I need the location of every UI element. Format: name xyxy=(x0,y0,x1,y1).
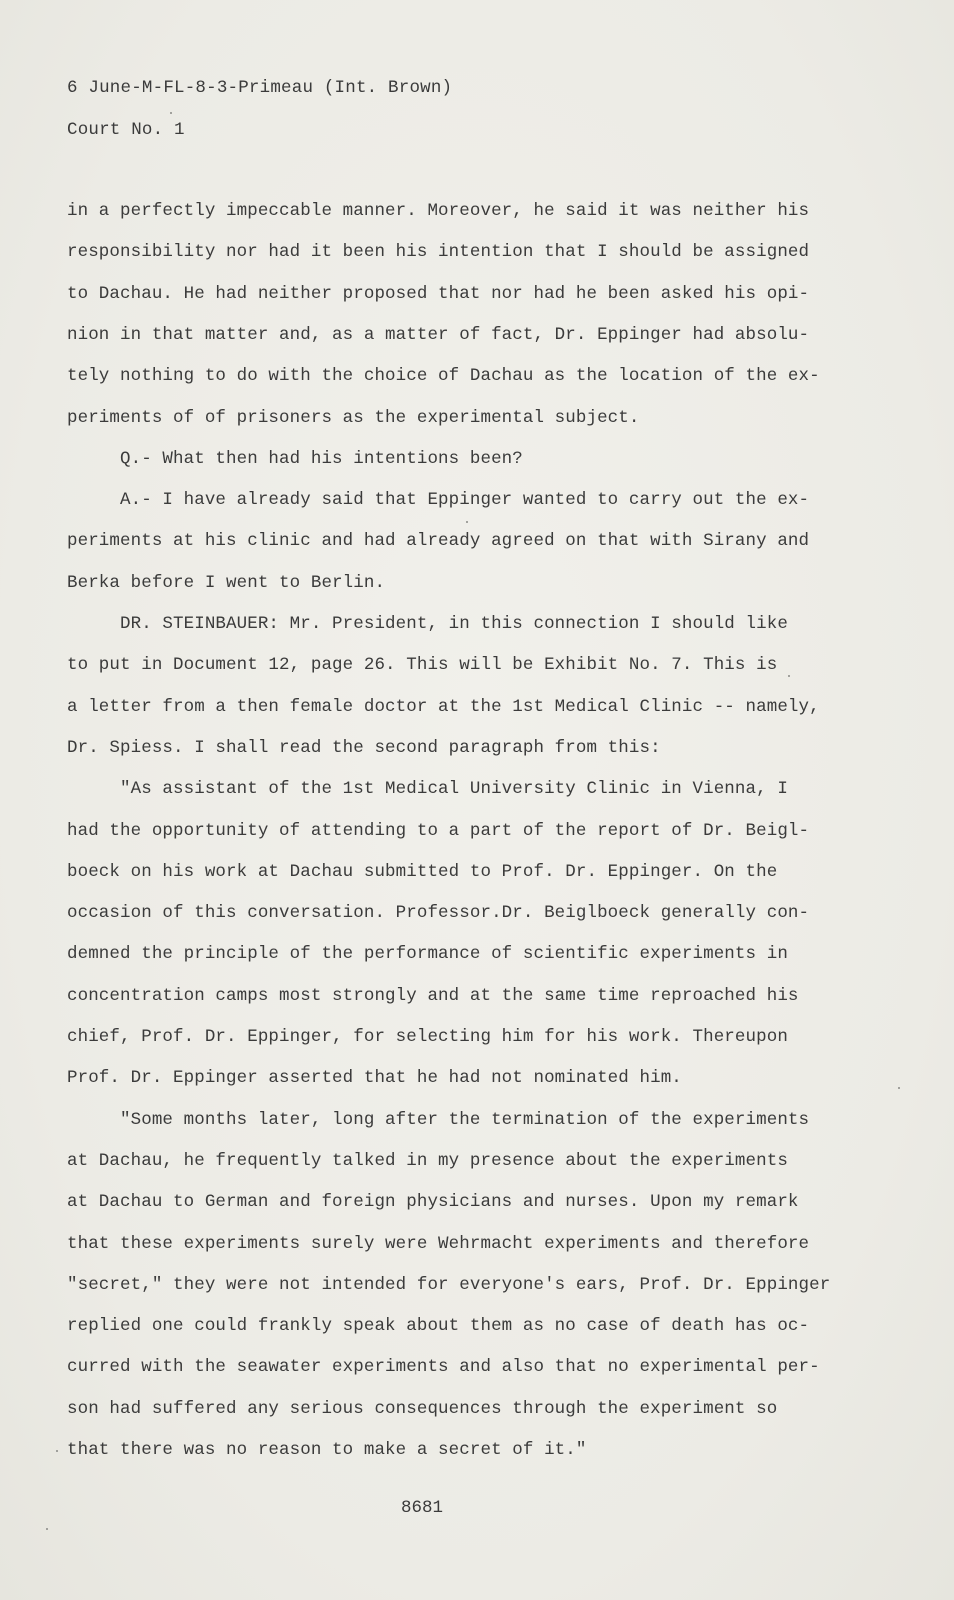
paper-speck xyxy=(898,1087,900,1089)
page-number: 8681 xyxy=(401,1498,444,1518)
body-text-line: at Dachau to German and foreign physicians and nurses. Upon my remark xyxy=(67,1192,799,1213)
body-text-line: concentration camps most strongly and at the same time reproached his xyxy=(67,985,799,1006)
body-text-line: tely nothing to do with the choice of Dachau as the location of the ex- xyxy=(67,366,820,387)
body-text-line: curred with the seawater experiments and also that no experimental per- xyxy=(67,1357,820,1378)
body-text-line: responsibility nor had it been his intention that I should be assigned xyxy=(67,242,810,263)
body-text-line: periments at his clinic and had already agreed on that with Sirany and xyxy=(67,531,810,552)
body-text-line: "secret," they were not intended for everyone's ears, Prof. Dr. Eppinger xyxy=(67,1274,831,1295)
body-text-line: DR. STEINBAUER: Mr. President, in this connection I should like xyxy=(67,614,788,634)
body-text-line: at Dachau, he frequently talked in my presence about the experiments xyxy=(67,1150,788,1171)
paper-speck xyxy=(788,675,790,677)
body-text-line: Dr. Spiess. I shall read the second paragraph from this: xyxy=(67,737,661,758)
body-text-line: A.- I have already said that Eppinger wanted to carry out the ex- xyxy=(67,490,810,511)
paper-speck xyxy=(56,1450,58,1452)
body-text-line: "Some months later, long after the termination of the experiments xyxy=(67,1109,810,1130)
body-text-line: chief, Prof. Dr. Eppinger, for selecting him for his work. Thereupon xyxy=(67,1027,788,1047)
body-text-line: in a perfectly impeccable manner. Moreover, he said it was neither his xyxy=(67,201,810,221)
body-text-line: to put in Document 12, page 26. This will be Exhibit No. 7. This is xyxy=(67,655,778,676)
body-text-line: periments of of prisoners as the experimental subject. xyxy=(67,407,640,428)
body-text-line: occasion of this conversation. Professor.Dr. Beiglboeck generally con- xyxy=(67,903,810,924)
body-text-line: that these experiments surely were Wehrmacht experiments and therefore xyxy=(67,1233,810,1254)
document-header-transcript-id: 6 June-M-FL-8-3-Primeau (Int. Brown) xyxy=(67,78,453,98)
body-text-line: to Dachau. He had neither proposed that nor had he been asked his opi- xyxy=(67,283,810,304)
paper-speck xyxy=(46,1528,48,1530)
body-text-line: replied one could frankly speak about them as no case of death has oc- xyxy=(67,1316,810,1337)
body-text-line: had the opportunity of attending to a part of the report of Dr. Beigl- xyxy=(67,820,810,841)
body-text-line: "As assistant of the 1st Medical University Clinic in Vienna, I xyxy=(67,779,788,800)
body-text-line: Berka before I went to Berlin. xyxy=(67,572,386,593)
body-text-line: nion in that matter and, as a matter of fact, Dr. Eppinger had absolu- xyxy=(67,324,810,345)
body-text-line: a letter from a then female doctor at the 1st Medical Clinic -- namely, xyxy=(67,696,820,717)
body-text-line: demned the principle of the performance of scientific experiments in xyxy=(67,944,788,965)
body-text-line: boeck on his work at Dachau submitted to Prof. Dr. Eppinger. On the xyxy=(67,861,778,882)
body-text-line: son had suffered any serious consequences through the experiment so xyxy=(67,1398,778,1419)
document-header-court: Court No. 1 xyxy=(67,120,185,140)
body-text-line: Q.- What then had his intentions been? xyxy=(67,448,523,469)
paper-speck xyxy=(466,521,468,523)
paper-speck xyxy=(170,112,172,114)
body-text-line: Prof. Dr. Eppinger asserted that he had not nominated him. xyxy=(67,1068,682,1089)
body-text-line: that there was no reason to make a secret of it." xyxy=(67,1440,587,1460)
